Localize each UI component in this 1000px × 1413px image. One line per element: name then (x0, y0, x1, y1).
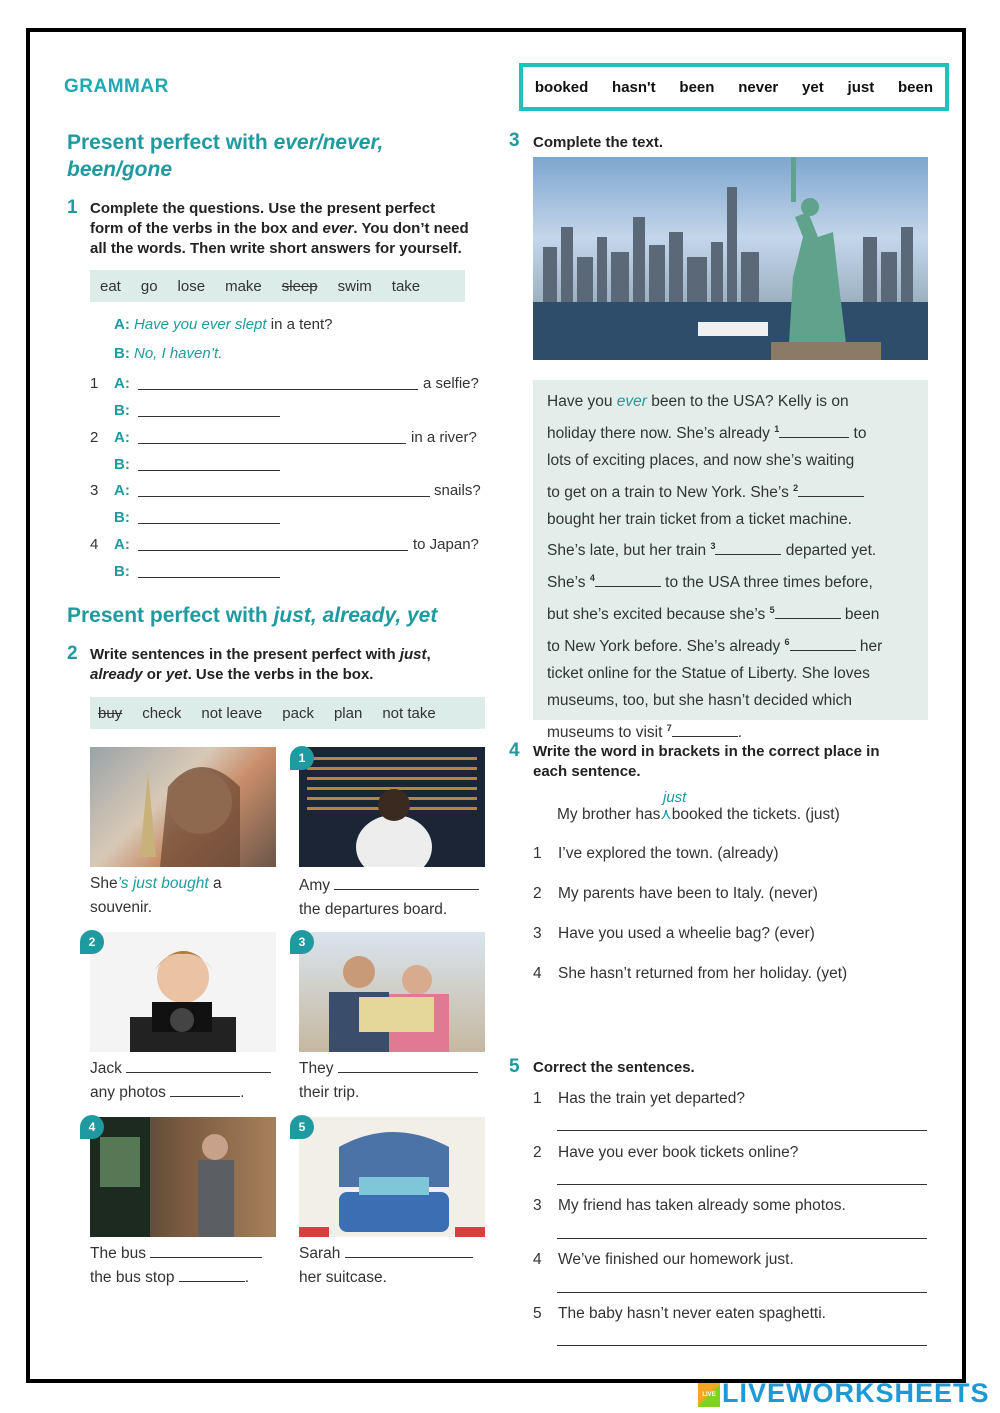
exercise4-example: My brother has⋏booked the tickets. (just) (557, 806, 840, 823)
word-crossed: sleep (281, 277, 318, 295)
exercise4-number: 4 (509, 740, 520, 761)
reading-text: Have you ever been to the USA? Kelly is on holiday there now. She’s already $^1$ to lots of exciting places, and now she’s waiting to get on a train to New York. She’s $^2$ bought her train ticket from a ticket machine. She’s late, but her train $^3$ departed yet. She’s $^4$ to the USA three times before, but she’s excited because she’s $^5$ been to New York before. She’s already $^6$ her ticket online for the Statue of Liberty. She loves museums, too, but she hasn’t decided which museums to visit $^7$ . (547, 393, 883, 741)
badge-4: 4 (80, 1115, 104, 1139)
word: not take (382, 704, 436, 722)
word: lose (177, 277, 206, 295)
gap-1[interactable] (779, 425, 849, 438)
q1-a-label: A: (114, 375, 130, 392)
badge-3: 3 (290, 930, 314, 954)
ex5-answer-line-2[interactable] (557, 1184, 927, 1185)
ex5-answer-line-3[interactable] (557, 1238, 927, 1239)
liveworksheets-logo-text: LIVEWORKSHEETS (722, 1378, 990, 1408)
ex4-item-4: 4 She hasn’t returned from her holiday. (yet) (533, 965, 848, 982)
q1-b-answer-line[interactable] (138, 416, 280, 417)
q4-number: 4 (90, 536, 99, 553)
photo1-answer-line[interactable] (334, 875, 479, 890)
exercise1-instruction: Complete the questions. Use the present perfect form of the verbs in the box and ever. You don’t need all the words. Then write short answers for yourself. (90, 200, 469, 257)
photo-couple-map (299, 932, 485, 1052)
grammar-label: GRAMMAR (64, 76, 169, 97)
photo2-answer-line-1[interactable] (126, 1058, 271, 1073)
gap-3[interactable] (715, 542, 781, 555)
exercise4-instruction: Write the word in brackets in the correct place in each sentence. (533, 743, 880, 780)
photo4-caption: The bus the bus stop . (90, 1242, 262, 1290)
q2-a-answer-line[interactable] (138, 443, 406, 444)
photo5-answer-line[interactable] (345, 1243, 473, 1258)
q3-b-label: B: (114, 509, 130, 526)
example-a: A: Have you ever slept in a tent? (114, 316, 333, 333)
badge-5: 5 (290, 1115, 314, 1139)
q1-number: 1 (90, 375, 99, 392)
photo-sitting-on-suitcase (299, 1117, 485, 1237)
word: check (142, 704, 182, 722)
q2-b-label: B: (114, 456, 130, 473)
q4-b-label: B: (114, 563, 130, 580)
q2-a-label: A: (114, 429, 130, 446)
photo2-answer-line-2[interactable] (170, 1082, 240, 1097)
answer-word-box (519, 63, 949, 111)
q4-end: to Japan? (413, 536, 479, 553)
gap-7[interactable] (672, 724, 738, 737)
word: been (898, 78, 934, 96)
word: booked (534, 78, 589, 96)
word: go (140, 277, 158, 295)
word: yet (802, 78, 824, 96)
statue-of-liberty-skyline-icon (533, 157, 928, 360)
photo4-answer-line-2[interactable] (179, 1267, 245, 1282)
photo0-caption: She’s just bought a souvenir. (90, 875, 222, 916)
ex5-item-3: 3 My friend has taken already some photos. (533, 1197, 846, 1214)
ex5-item-5: 5 The baby hasn’t never eaten spaghetti. (533, 1305, 826, 1322)
photo2-caption: Jack any photos . (90, 1057, 271, 1105)
badge-1: 1 (290, 746, 314, 770)
exercise3-number: 3 (509, 130, 520, 151)
exercise5-number: 5 (509, 1056, 520, 1077)
q3-number: 3 (90, 482, 99, 499)
gap-6[interactable] (790, 638, 856, 651)
q2-number: 2 (90, 429, 99, 446)
q1-a-answer-line[interactable] (138, 389, 418, 390)
eiffel-tower-souvenir-icon (90, 747, 276, 867)
ex5-item-1: 1 Has the train yet departed? (533, 1090, 745, 1107)
word: never (738, 78, 779, 96)
ex4-item-2: 2 My parents have been to Italy. (never) (533, 885, 818, 902)
badge-2: 2 (80, 930, 104, 954)
q3-end: snails? (434, 482, 481, 499)
exercise5-instruction: Correct the sentences. (533, 1059, 695, 1076)
q1-end: a selfie? (423, 375, 479, 392)
photo3-answer-line[interactable] (338, 1058, 478, 1073)
ex5-item-2: 2 Have you ever book tickets online? (533, 1144, 799, 1161)
example-b: B: No, I haven’t. (114, 345, 223, 362)
word: make (225, 277, 262, 295)
photo4-answer-line-1[interactable] (150, 1243, 262, 1258)
exercise1-number: 1 (67, 197, 78, 218)
word: pack (282, 704, 314, 722)
word: plan (333, 704, 363, 722)
gap-5[interactable] (775, 606, 841, 619)
word: eat (100, 277, 121, 295)
photo1-caption: Amy the departures board. (299, 874, 479, 922)
word: hasn't (612, 78, 656, 96)
photo-boy-camera (90, 932, 276, 1052)
photo-bus-stop (90, 1117, 276, 1237)
q3-b-answer-line[interactable] (138, 523, 280, 524)
q4-a-label: A: (114, 536, 130, 553)
photo-new-york-statue-of-liberty (533, 157, 928, 360)
q3-a-label: A: (114, 482, 130, 499)
ex4-item-1: 1 I’ve explored the town. (already) (533, 845, 779, 862)
photo3-caption: They their trip. (299, 1057, 478, 1105)
q1-b-label: B: (114, 402, 130, 419)
q4-a-answer-line[interactable] (138, 550, 408, 551)
ex5-answer-line-1[interactable] (557, 1130, 927, 1131)
photo-woman-souvenir (90, 747, 276, 867)
q4-b-answer-line[interactable] (138, 577, 280, 578)
q2-end: in a river? (411, 429, 477, 446)
word: just (847, 78, 875, 96)
ex5-answer-line-5[interactable] (557, 1345, 927, 1346)
word-crossed: buy (98, 704, 123, 722)
exercise1-word-box (90, 270, 465, 302)
ex5-item-4: 4 We’ve finished our homework just. (533, 1251, 794, 1268)
word: take (391, 277, 421, 295)
exercise2-word-box (90, 697, 485, 729)
section1-title: Present perfect with ever/never, been/gone (67, 131, 384, 181)
gap-4[interactable] (595, 574, 661, 587)
word: swim (337, 277, 372, 295)
exercise2-number: 2 (67, 643, 78, 664)
q2-b-answer-line[interactable] (138, 470, 280, 471)
ex5-answer-line-4[interactable] (557, 1292, 927, 1293)
photo-departures-board (299, 747, 485, 867)
photo5-caption: Sarah her suitcase. (299, 1242, 473, 1290)
section2-title: Present perfect with just, already, yet (67, 604, 438, 627)
exercise3-instruction: Complete the text. (533, 134, 664, 151)
liveworksheets-logo-icon: LIVE (698, 1383, 720, 1407)
exercise2-instruction: Write sentences in the present perfect with just, already or yet. Use the verbs in the box. (90, 646, 431, 683)
example-insert-word: just (663, 789, 687, 806)
gap-2[interactable] (798, 484, 864, 497)
word: been (679, 78, 715, 96)
ex4-item-3: 3 Have you used a wheelie bag? (ever) (533, 925, 815, 942)
q3-a-answer-line[interactable] (138, 496, 430, 497)
word: not leave (201, 704, 263, 722)
